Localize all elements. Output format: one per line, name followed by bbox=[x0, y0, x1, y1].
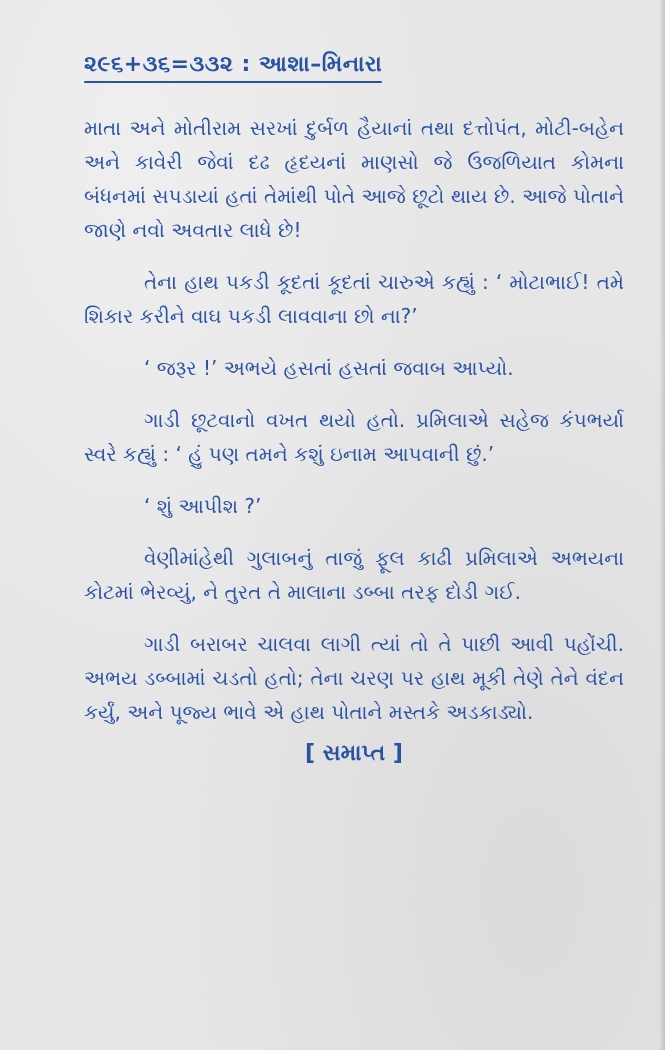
paragraph-4: ગાડી છૂટવાનો વખત થયો હતો. પ્રમિલાએ સહેજ કંપભર્યા સ્વરે કહ્યું : ‘ હું પણ તમને કશું ઇનામ આપવાની છું.’ bbox=[84, 408, 624, 466]
paragraph-2: તેના હાથ પકડી કૂદતાં કૂદતાં ચારુએ કહ્યું : ‘ મોટાભાઈ! તમે શિકાર કરીને વાઘ પકડી લાવવાના છો ના?’ bbox=[84, 270, 624, 328]
paragraph-1: માતા અને મોતીરામ સરખાં દુર્બળ હૈયાનાં તથા દત્તોપંત, મોટી-બહેન અને કાવેરી જેવાં દઢ હૃદયનાં માણસો જે ઉજળિયાત કોમના બંધનમાં સપડાયાં હતાં તેમાંથી પોતે આજે છૂટો થાય છે. આજે પોતાને જાણે નવો અવતાર લાધે છે! bbox=[84, 116, 624, 242]
paragraph-7: ગાડી બરાબર ચાલવા લાગી ત્યાં તો તે પાછી આવી પહોંચી. અભય ડબ્બામાં ચડતો હતો; તેના ચરણ પર હાથ મૂકી તેણે તેને વંદન કર્યું, અને પૂજ્ય ભાવે એ હાથ પોતાને મસ્તકે અડકાડ્યો. bbox=[84, 632, 624, 724]
page-edge-shadow bbox=[659, 0, 665, 1050]
header-underline bbox=[84, 81, 382, 83]
page-content bbox=[84, 52, 624, 766]
end-mark: [ સમાપ્ત ] bbox=[305, 741, 403, 766]
paragraph-6: વેણીમાંહેથી ગુલાબનું તાજું ફૂલ કાઢી પ્રમિલાએ અભયના કોટમાં ભેરવ્યું, ને તુરત તે માલાના ડબ્બા તરફ દોડી ગઈ. bbox=[84, 546, 624, 604]
running-header bbox=[84, 52, 382, 83]
running-header-text: ૨૯૬+૩૬=૩૩૨ : આશા–મિનારા bbox=[84, 52, 383, 77]
paragraph-3: ‘ જરૂર !’ અભયે હસતાં હસતાં જવાબ આપ્યો. bbox=[144, 356, 514, 380]
paragraph-5: ‘ શું આપીશ ?’ bbox=[144, 494, 262, 518]
